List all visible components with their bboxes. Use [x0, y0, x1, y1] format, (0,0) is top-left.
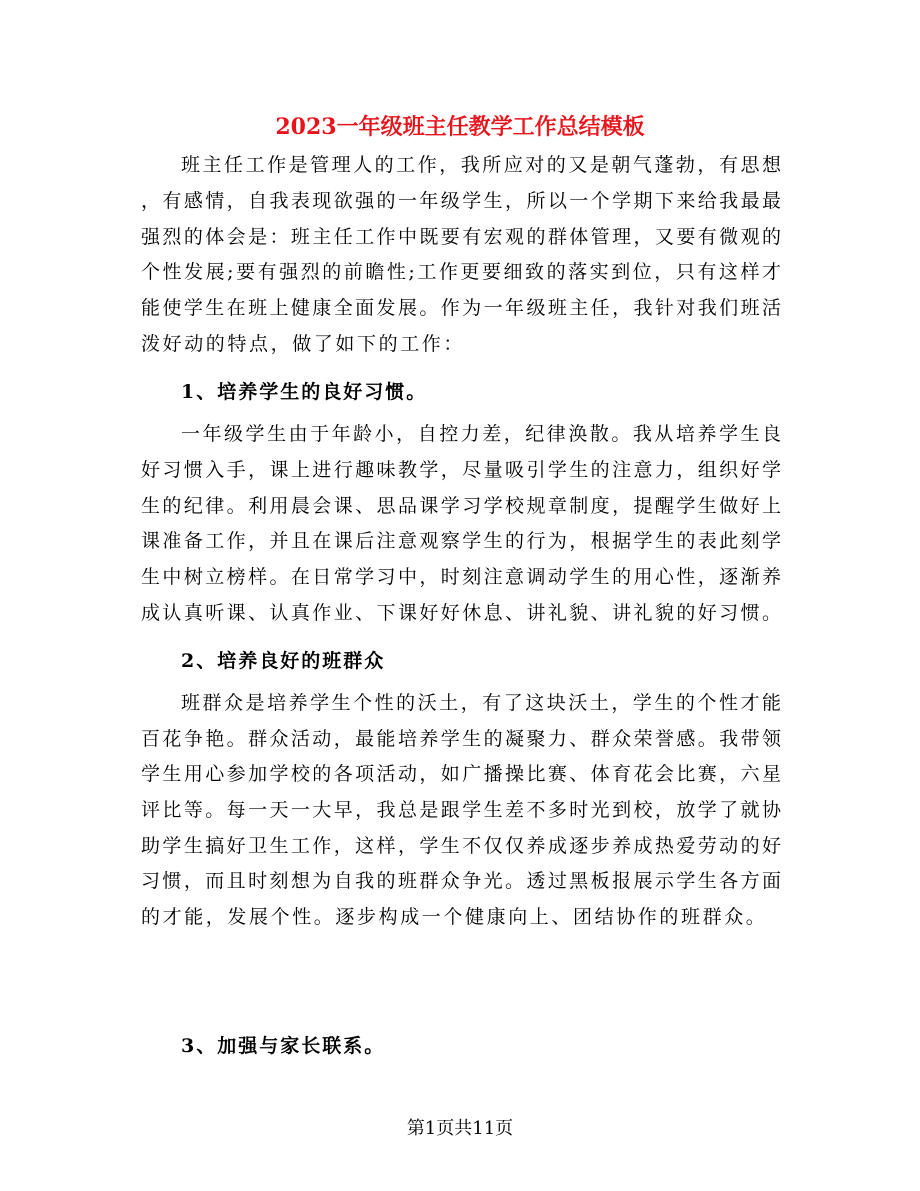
text-line: 班主任工作是管理人的工作，我所应对的又是朝气蓬勃，有思想 — [181, 154, 781, 176]
text-line: 百花争艳。群众活动，最能培养学生的凝聚力、群众荣誉感。我带领 — [141, 728, 781, 750]
text-line: 学生用心参加学校的各项活动，如广播操比赛、体育花会比赛，六星 — [141, 763, 781, 785]
text-line: 助学生搞好卫生工作，这样，学生不仅仅养成逐步养成热爱劳动的好 — [141, 835, 781, 857]
text-line: 强烈的体会是：班主任工作中既要有宏观的群体管理，又要有微观的 — [141, 226, 781, 248]
text-line: 成认真听课、认真作业、下课好好休息、讲礼貌、讲礼貌的好习惯。 — [141, 602, 781, 624]
section-heading-3: 3、加强与家长联系。 — [181, 1035, 386, 1057]
page-number: 第1页共11页 — [406, 1118, 514, 1139]
section-heading-2: 2、培养良好的班群众 — [181, 650, 386, 672]
section-heading-1: 1、培养学生的良好习惯。 — [181, 381, 428, 403]
text-line: 生的纪律。利用晨会课、思品课学习学校规章制度，提醒学生做好上 — [141, 495, 781, 517]
text-line: 一年级学生由于年龄小，自控力差，纪律涣散。我从培养学生良 — [181, 423, 781, 445]
text-line: 的才能，发展个性。逐步构成一个健康向上、团结协作的班群众。 — [141, 906, 768, 928]
text-line: 课准备工作，并且在课后注意观察学生的行为，根据学生的表此刻学 — [141, 530, 781, 552]
text-line: 班群众是培养学生个性的沃土，有了这块沃土，学生的个性才能 — [181, 692, 781, 714]
text-line: 个性发展;要有强烈的前瞻性;工作更要细致的落实到位，只有这样才 — [141, 261, 781, 283]
text-line: 习惯，而且时刻想为自我的班群众争光。透过黑板报展示学生各方面 — [141, 870, 781, 892]
document-title: 2023一年级班主任教学工作总结模板 — [275, 114, 645, 140]
text-line: 好习惯入手，课上进行趣味教学，尽量吸引学生的注意力，组织好学 — [141, 459, 781, 481]
text-line: 泼好动的特点，做了如下的工作： — [141, 333, 466, 355]
text-line: 生中树立榜样。在日常学习中，时刻注意调动学生的用心性，逐渐养 — [141, 566, 781, 588]
text-line: ，有感情，自我表现欲强的一年级学生，所以一个学期下来给我最最 — [141, 190, 781, 212]
text-line: 评比等。每一天一大早，我总是跟学生差不多时光到校，放学了就协 — [141, 799, 781, 821]
text-line: 能使学生在班上健康全面发展。作为一年级班主任，我针对我们班活 — [141, 297, 781, 319]
